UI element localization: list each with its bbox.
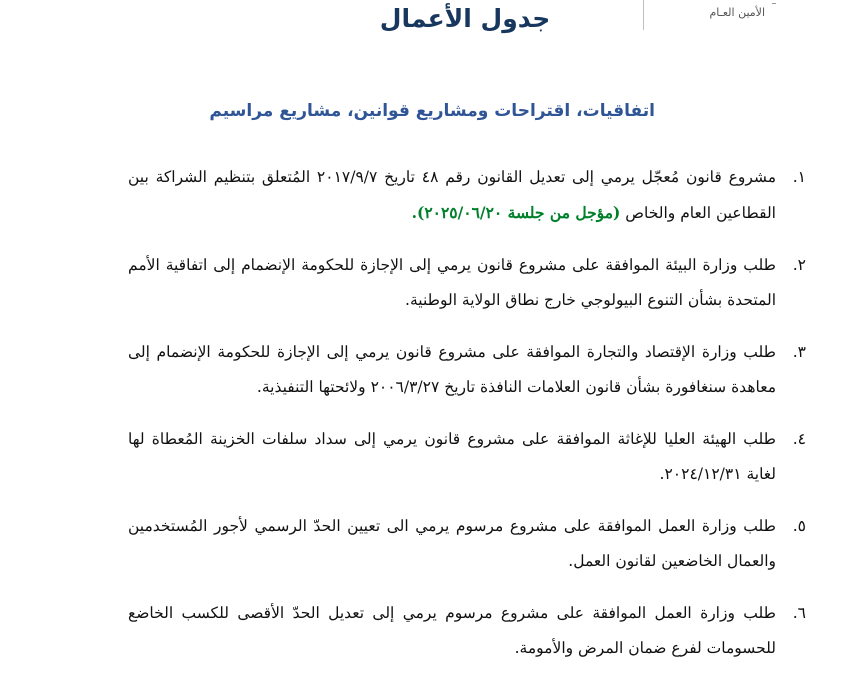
item-text: طلب الهيئة العليا للإغاثة الموافقة على مشروع قانون يرمي إلى سداد سلفات الخزينة المُعطاة لها لغاية ٢٠٢٤/١٢/٣١. bbox=[128, 430, 776, 483]
header-mark bbox=[772, 0, 776, 4]
item-text: طلب وزارة البيئة الموافقة على مشروع قانون يرمي إلى الإجازة للحكومة الإنضمام إلى اتفاقية الأمم المتحدة بشأن التنوع البيولوجي خارج نطاق الولاية الوطنية. bbox=[128, 256, 776, 309]
org-label: الأمين العـام bbox=[709, 6, 765, 19]
item-text: طلب وزارة العمل الموافقة على مشروع مرسوم يرمي إلى تعديل الحدّ الأقصى للكسب الخاضع للحسومات لفرع ضمان المرض والأمومة. bbox=[128, 604, 776, 657]
agenda-item-6 bbox=[128, 596, 806, 666]
item-number: ٥. bbox=[792, 517, 806, 535]
section-heading: اتفاقيات، اقتراحات ومشاريع قوانين، مشاريع مراسيم bbox=[209, 101, 655, 121]
item-number: ٢. bbox=[792, 256, 806, 274]
document-title: جدول الأعمال bbox=[379, 4, 551, 33]
item-text: طلب وزارة العمل الموافقة على مشروع مرسوم يرمي الى تعيين الحدّ الرسمي لأجور المُستخدمين والعمال الخاضعين لقانون العمل. bbox=[128, 517, 776, 570]
agenda-item-5 bbox=[128, 509, 806, 579]
agenda-item-4 bbox=[128, 422, 806, 492]
item-number: ٣. bbox=[792, 343, 806, 361]
agenda-item-3 bbox=[128, 335, 806, 405]
item-number: ١. bbox=[792, 168, 806, 186]
item-text: مشروع قانون مُعجّل يرمي إلى تعديل القانون رقم ٤٨ تاريخ ٢٠١٧/٩/٧ المُتعلق بتنظيم الشراكة بين القطاعين العام والخاص bbox=[128, 168, 776, 222]
item-number: ٦. bbox=[792, 604, 806, 622]
page-header bbox=[0, 0, 867, 46]
agenda-item-2 bbox=[128, 248, 806, 318]
agenda-item-1 bbox=[128, 160, 806, 231]
agenda-list bbox=[128, 160, 806, 683]
header-divider bbox=[643, 0, 644, 30]
item-postponed-note: (مؤجل من جلسة ٢٠٢٥/٠٦/٢٠). bbox=[411, 203, 621, 222]
item-number: ٤. bbox=[792, 430, 806, 448]
item-text: طلب وزارة الإقتصاد والتجارة الموافقة على مشروع قانون يرمي إلى الإجازة للحكومة الإنضمام إلى معاهدة سنغافورة بشأن قانون العلامات النافذة تاريخ ٢٠٠٦/٣/٢٧ ولائحتها التنفيذية. bbox=[128, 343, 776, 396]
